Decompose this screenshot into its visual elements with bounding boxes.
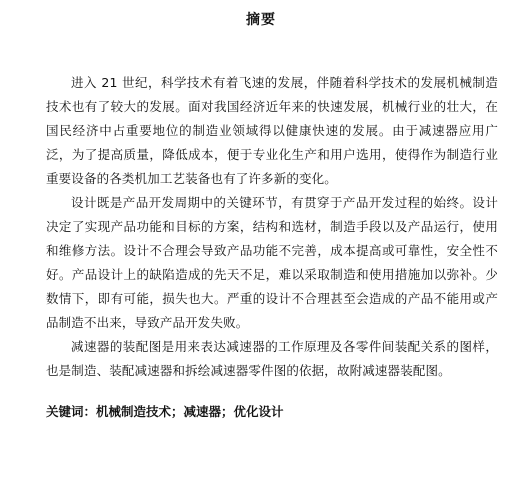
abstract-body <box>46 71 498 383</box>
abstract-title: 摘要 <box>246 12 276 28</box>
abstract-paragraph-3: 减速器的装配图是用来表达减速器的工作原理及各零件间装配关系的图样，也是制造、装配减速器和拆绘减速器零件图的依据，故附减速器装配图。 <box>46 339 498 378</box>
abstract-paragraph-2: 设计既是产品开发周期中的关键环节，有贯穿于产品开发过程的始终。设计决定了实现产品功能和目标的方案，结构和选材，制造手段以及产品运行，使用和维修方法。设计不合理会导致产品功能不完善，成本提高或可靠性，安全性不好。产品设计上的缺陷造成的先天不足，难以采取制造和使用措施加以弥补。少数情下，即有可能，损失也大。严重的设计不合理甚至会造成的产品不能用或产品制造不出来，导致产品开发失败。 <box>46 195 498 330</box>
abstract-paragraph-1: 进入 21 世纪，科学技术有着飞速的发展，伴随着科学技术的发展机械制造技术也有了较大的发展。面对我国经济近年来的快速发展，机械行业的壮大，在国民经济中占重要地位的制造业领域得以健康快速的发展。由于减速器应用广泛，为了提高质量，降低成本，便于专业化生产和用户选用，使得作为制造行业重要设备的各类机加工艺装备也有了许多新的变化。 <box>46 75 498 186</box>
keywords-line: 关键词：机械制造技术；减速器；优化设计 <box>46 404 284 419</box>
